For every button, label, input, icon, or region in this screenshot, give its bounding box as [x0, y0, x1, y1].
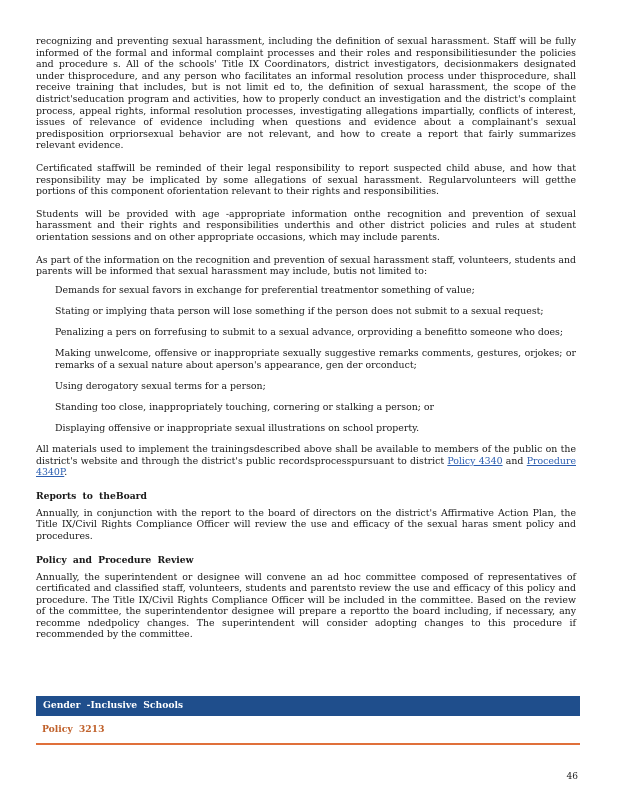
reports-paragraph: Annually, in conjunction with the report to the board of directors on the district's Affirmative Action Plan, the Title IX/Civil Rights Compliance Officer will review the use and efficacy of the sexual haras sment policy and procedures. — [36, 507, 576, 542]
procedure-4340p-link[interactable]: Procedure 4340P — [36, 455, 576, 479]
reports-heading: Reports to theBoard — [36, 490, 147, 502]
page-number: 46 — [566, 772, 578, 782]
information-paragraph: As part of the information on the recognition and prevention of sexual harassment staff, volunteers, students and parents will be informed that sexual harassment may include, butis not limited to: — [36, 254, 576, 278]
document-body — [36, 36, 576, 641]
section-banner: Gender -Inclusive Schools — [36, 696, 580, 716]
list-item: Standing too close, inappropriately touching, cornering or stalking a person; or — [55, 401, 435, 413]
list-item: Penalizing a pers on forrefusing to submit to a sexual advance, orproviding a benefitto someone who does; — [55, 326, 564, 338]
certificated-staff-paragraph: Certificated staffwill be reminded of their legal responsibility to report suspected child abuse, and how that responsibility may be implicated by some allegations of sexual harassment. Regularvolunteers will getthe portions of this component oforientation relevant to their rights and responsibilities. — [36, 162, 576, 198]
list-item: Making unwelcome, offensive or inappropriate sexually suggestive remarks comments, gestures, orjokes; or remarks of a sexual nature about aperson's appearance, gen der orconduct; — [55, 347, 576, 371]
materials-paragraph: All materials used to implement the trainingsdescribed above shall be available to members of the public on the district's website and through the district's public recordsprocesspursuant to district Policy 4340 and Procedure 4340P. — [36, 443, 576, 479]
list-item: Stating or implying thata person will lose something if the person does not submit to a sexual request; — [55, 305, 544, 317]
review-heading: Policy and Procedure Review — [36, 554, 194, 566]
review-paragraph: Annually, the superintendent or designee will convene an ad hoc committee composed of representatives of certificated and classified staff, volunteers, students and parentsto review the use and efficacy of this policy and procedure. The Title IX/Civil Rights Compliance Officer will be included in the committee. Based on the review of the committee, the superintendentor designee will prepare a reportto the board including, if necessary, any recomme ndedpolicy changes. The superintendent will consider adopting changes to this procedure if recommended by the committee. — [36, 571, 576, 641]
list-item: Demands for sexual favors in exchange for preferential treatmentor something of value; — [55, 284, 475, 296]
students-paragraph: Students will be provided with age -appropriate information onthe recognition and prevention of sexual harassment and their rights and responsibilities underthis and other district policies and rules at student orientation sessions and on other appropriate occasions, which may include parents. — [36, 208, 576, 243]
list-item: Displaying offensive or inappropriate sexual illustrations on school property. — [55, 422, 420, 434]
divider — [36, 743, 580, 745]
training-paragraph: recognizing and preventing sexual harassment, including the definition of sexual harassment. Staff will be fully informed of the formal and informal complaint processes and their roles and responsibilitiesunder the policies and procedure s. All of the schools' Title IX Coordinators, district investigators, decisionmakers designated under thisprocedure, and any person who facilitates an informal resolution process under thisprocedure, shall receive training that includes, but is not limit ed to, the definition of sexual harassment, the scope of the district'seducation program and activities, how to properly conduct an investigation and the district's complaint process, appeal rights, informal resolution processes, investigating allegations impartially, conflicts of interest, issues of relevance of evidence including when questions and evidence about a complainant's sexual predisposition orpriorsexual behavior are not relevant, and how to create a report that fairly summarizes relevant evidence. — [36, 36, 576, 152]
harassment-examples-list — [36, 285, 576, 435]
policy-4340-link[interactable]: Policy 4340 — [447, 455, 503, 467]
list-item: Using derogatory sexual terms for a person; — [55, 380, 266, 392]
policy-label: Policy 3213 — [42, 724, 105, 735]
